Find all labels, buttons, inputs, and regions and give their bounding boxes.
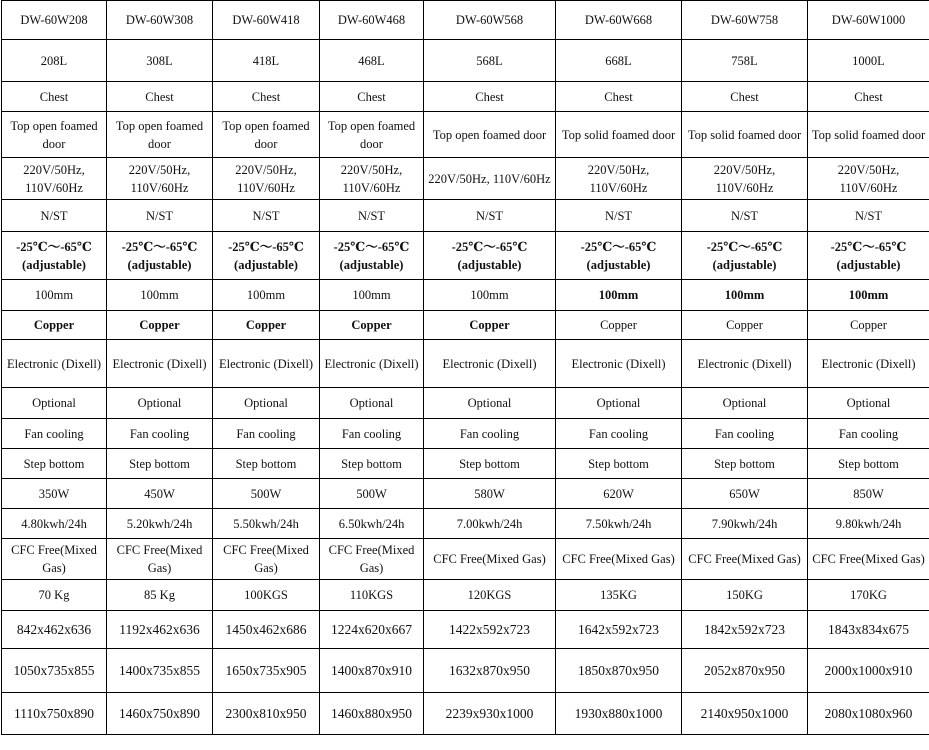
table-cell: DW-60W208 [2,1,107,40]
table-cell: 220V/50Hz, 110V/60Hz [2,158,107,200]
table-cell: -25℃～-65℃ (adjustable) [556,232,682,280]
table-cell: -25℃～-65℃ (adjustable) [107,232,213,280]
table-cell: 1400x870x910 [320,649,424,693]
table-cell: 1050x735x855 [2,649,107,693]
table-cell: -25℃～-65℃ (adjustable) [2,232,107,280]
table-cell: Step bottom [808,449,929,479]
table-cell: DW-60W308 [107,1,213,40]
table-cell: Optional [556,388,682,419]
table-cell: N/ST [320,200,424,232]
table-cell: N/ST [808,200,929,232]
table-cell: Chest [682,82,808,112]
table-cell: 1930x880x1000 [556,693,682,735]
table-cell: 1842x592x723 [682,611,808,649]
table-cell: 1450x462x686 [213,611,320,649]
table-cell: 418L [213,40,320,82]
table-cell: DW-60W568 [424,1,556,40]
table-cell: Fan cooling [424,419,556,449]
table-cell: Optional [808,388,929,419]
table-cell: CFC Free(Mixed Gas) [808,539,929,580]
table-cell: Fan cooling [107,419,213,449]
table-cell: CFC Free(Mixed Gas) [556,539,682,580]
table-row [2,509,929,539]
table-cell: CFC Free(Mixed Gas) [213,539,320,580]
table-cell: Electronic (Dixell) [107,340,213,388]
table-row [2,580,929,611]
table-cell: 1650x735x905 [213,649,320,693]
table-cell: -25℃～-65℃ (adjustable) [213,232,320,280]
table-cell: Fan cooling [682,419,808,449]
table-cell: Copper [320,311,424,340]
table-row [2,388,929,419]
table-cell: 1460x880x950 [320,693,424,735]
table-cell: 1850x870x950 [556,649,682,693]
table-row [2,112,929,158]
table-cell: Chest [556,82,682,112]
table-cell: Step bottom [424,449,556,479]
table-cell: 650W [682,479,808,509]
table-cell: 2000x1000x910 [808,649,929,693]
table-cell: 850W [808,479,929,509]
table-cell: Chest [320,82,424,112]
table-cell: DW-60W1000 [808,1,929,40]
table-cell: Electronic (Dixell) [424,340,556,388]
table-cell: Step bottom [556,449,682,479]
table-cell: Electronic (Dixell) [2,340,107,388]
spec-table [1,0,929,735]
table-cell: 500W [213,479,320,509]
table-cell: 842x462x636 [2,611,107,649]
table-cell: DW-60W418 [213,1,320,40]
table-cell: Top solid foamed door [808,112,929,158]
table-cell: -25℃～-65℃ (adjustable) [682,232,808,280]
table-cell: 100mm [320,280,424,311]
table-cell: Copper [213,311,320,340]
table-cell: 220V/50Hz, 110V/60Hz [682,158,808,200]
table-cell: 1000L [808,40,929,82]
table-cell: Top open foamed door [320,112,424,158]
table-cell: 6.50kwh/24h [320,509,424,539]
table-cell: 500W [320,479,424,509]
table-cell: 5.20kwh/24h [107,509,213,539]
table-cell: 1110x750x890 [2,693,107,735]
table-cell: 100mm [107,280,213,311]
table-row [2,311,929,340]
table-cell: 9.80kwh/24h [808,509,929,539]
table-cell: -25℃～-65℃ (adjustable) [320,232,424,280]
table-cell: Electronic (Dixell) [213,340,320,388]
table-row [2,479,929,509]
table-cell: Optional [682,388,808,419]
table-cell: 110KGS [320,580,424,611]
table-cell: 100mm [808,280,929,311]
table-cell: Top open foamed door [213,112,320,158]
table-row [2,539,929,580]
table-cell: Fan cooling [556,419,682,449]
table-row [2,449,929,479]
table-cell: 668L [556,40,682,82]
table-row [2,280,929,311]
table-cell: 100mm [2,280,107,311]
table-cell: CFC Free(Mixed Gas) [320,539,424,580]
table-cell: Copper [107,311,213,340]
table-cell: 1460x750x890 [107,693,213,735]
table-cell: 1843x834x675 [808,611,929,649]
table-cell: 1632x870x950 [424,649,556,693]
table-row [2,1,929,40]
table-cell: DW-60W668 [556,1,682,40]
table-cell: Step bottom [320,449,424,479]
table-cell: 208L [2,40,107,82]
table-cell: 5.50kwh/24h [213,509,320,539]
table-row [2,611,929,649]
table-cell: 120KGS [424,580,556,611]
table-cell: 150KG [682,580,808,611]
table-row [2,419,929,449]
table-row [2,158,929,200]
table-cell: Fan cooling [213,419,320,449]
table-cell: 350W [2,479,107,509]
table-cell: 220V/50Hz, 110V/60Hz [424,158,556,200]
table-cell: -25℃～-65℃ (adjustable) [424,232,556,280]
table-cell: 220V/50Hz, 110V/60Hz [107,158,213,200]
spec-table-body [2,1,929,735]
table-cell: 100mm [556,280,682,311]
table-cell: Electronic (Dixell) [320,340,424,388]
table-cell: Chest [2,82,107,112]
table-row [2,200,929,232]
table-cell: 135KG [556,580,682,611]
table-row [2,649,929,693]
table-cell: Chest [213,82,320,112]
table-cell: 100mm [424,280,556,311]
table-cell: 568L [424,40,556,82]
table-cell: 7.50kwh/24h [556,509,682,539]
table-cell: 2080x1080x960 [808,693,929,735]
table-cell: Fan cooling [808,419,929,449]
table-cell: N/ST [2,200,107,232]
table-cell: 758L [682,40,808,82]
table-row [2,693,929,735]
table-cell: Optional [424,388,556,419]
table-cell: 100KGS [213,580,320,611]
table-cell: 1422x592x723 [424,611,556,649]
table-row [2,40,929,82]
table-cell: Step bottom [107,449,213,479]
table-cell: Copper [556,311,682,340]
table-cell: CFC Free(Mixed Gas) [682,539,808,580]
table-cell: 580W [424,479,556,509]
table-cell: 1192x462x636 [107,611,213,649]
table-cell: 220V/50Hz, 110V/60Hz [556,158,682,200]
table-cell: N/ST [424,200,556,232]
table-cell: N/ST [556,200,682,232]
table-cell: Top open foamed door [107,112,213,158]
table-cell: Copper [2,311,107,340]
table-cell: Step bottom [2,449,107,479]
table-cell: 450W [107,479,213,509]
table-cell: N/ST [213,200,320,232]
table-cell: 1224x620x667 [320,611,424,649]
table-cell: Fan cooling [2,419,107,449]
table-cell: Top open foamed door [2,112,107,158]
table-cell: Optional [213,388,320,419]
table-cell: Top solid foamed door [682,112,808,158]
table-cell: Step bottom [213,449,320,479]
table-row [2,82,929,112]
table-cell: 7.90kwh/24h [682,509,808,539]
table-row [2,232,929,280]
table-cell: 468L [320,40,424,82]
table-cell: CFC Free(Mixed Gas) [107,539,213,580]
table-cell: 100mm [213,280,320,311]
table-cell: CFC Free(Mixed Gas) [2,539,107,580]
table-cell: Chest [107,82,213,112]
table-cell: 308L [107,40,213,82]
table-cell: Electronic (Dixell) [682,340,808,388]
table-cell: Top open foamed door [424,112,556,158]
table-cell: Fan cooling [320,419,424,449]
table-cell: Optional [107,388,213,419]
table-cell: Copper [808,311,929,340]
table-cell: N/ST [107,200,213,232]
table-cell: 2052x870x950 [682,649,808,693]
table-cell: Top solid foamed door [556,112,682,158]
table-cell: Chest [424,82,556,112]
table-cell: Step bottom [682,449,808,479]
table-cell: DW-60W758 [682,1,808,40]
table-cell: Copper [682,311,808,340]
table-cell: 1400x735x855 [107,649,213,693]
table-cell: 170KG [808,580,929,611]
table-cell: 2239x930x1000 [424,693,556,735]
table-cell: 2140x950x1000 [682,693,808,735]
table-cell: CFC Free(Mixed Gas) [424,539,556,580]
table-cell: 100mm [682,280,808,311]
table-cell: Electronic (Dixell) [808,340,929,388]
table-cell: 7.00kwh/24h [424,509,556,539]
table-cell: -25℃～-65℃ (adjustable) [808,232,929,280]
table-cell: Electronic (Dixell) [556,340,682,388]
table-cell: 220V/50Hz, 110V/60Hz [213,158,320,200]
table-cell: Optional [320,388,424,419]
table-cell: DW-60W468 [320,1,424,40]
table-cell: Optional [2,388,107,419]
table-row [2,340,929,388]
table-cell: 85 Kg [107,580,213,611]
table-cell: 2300x810x950 [213,693,320,735]
table-cell: 70 Kg [2,580,107,611]
table-cell: 4.80kwh/24h [2,509,107,539]
table-cell: 220V/50Hz, 110V/60Hz [320,158,424,200]
table-cell: N/ST [682,200,808,232]
table-cell: Copper [424,311,556,340]
table-cell: 220V/50Hz, 110V/60Hz [808,158,929,200]
table-cell: 620W [556,479,682,509]
table-cell: Chest [808,82,929,112]
table-cell: 1642x592x723 [556,611,682,649]
